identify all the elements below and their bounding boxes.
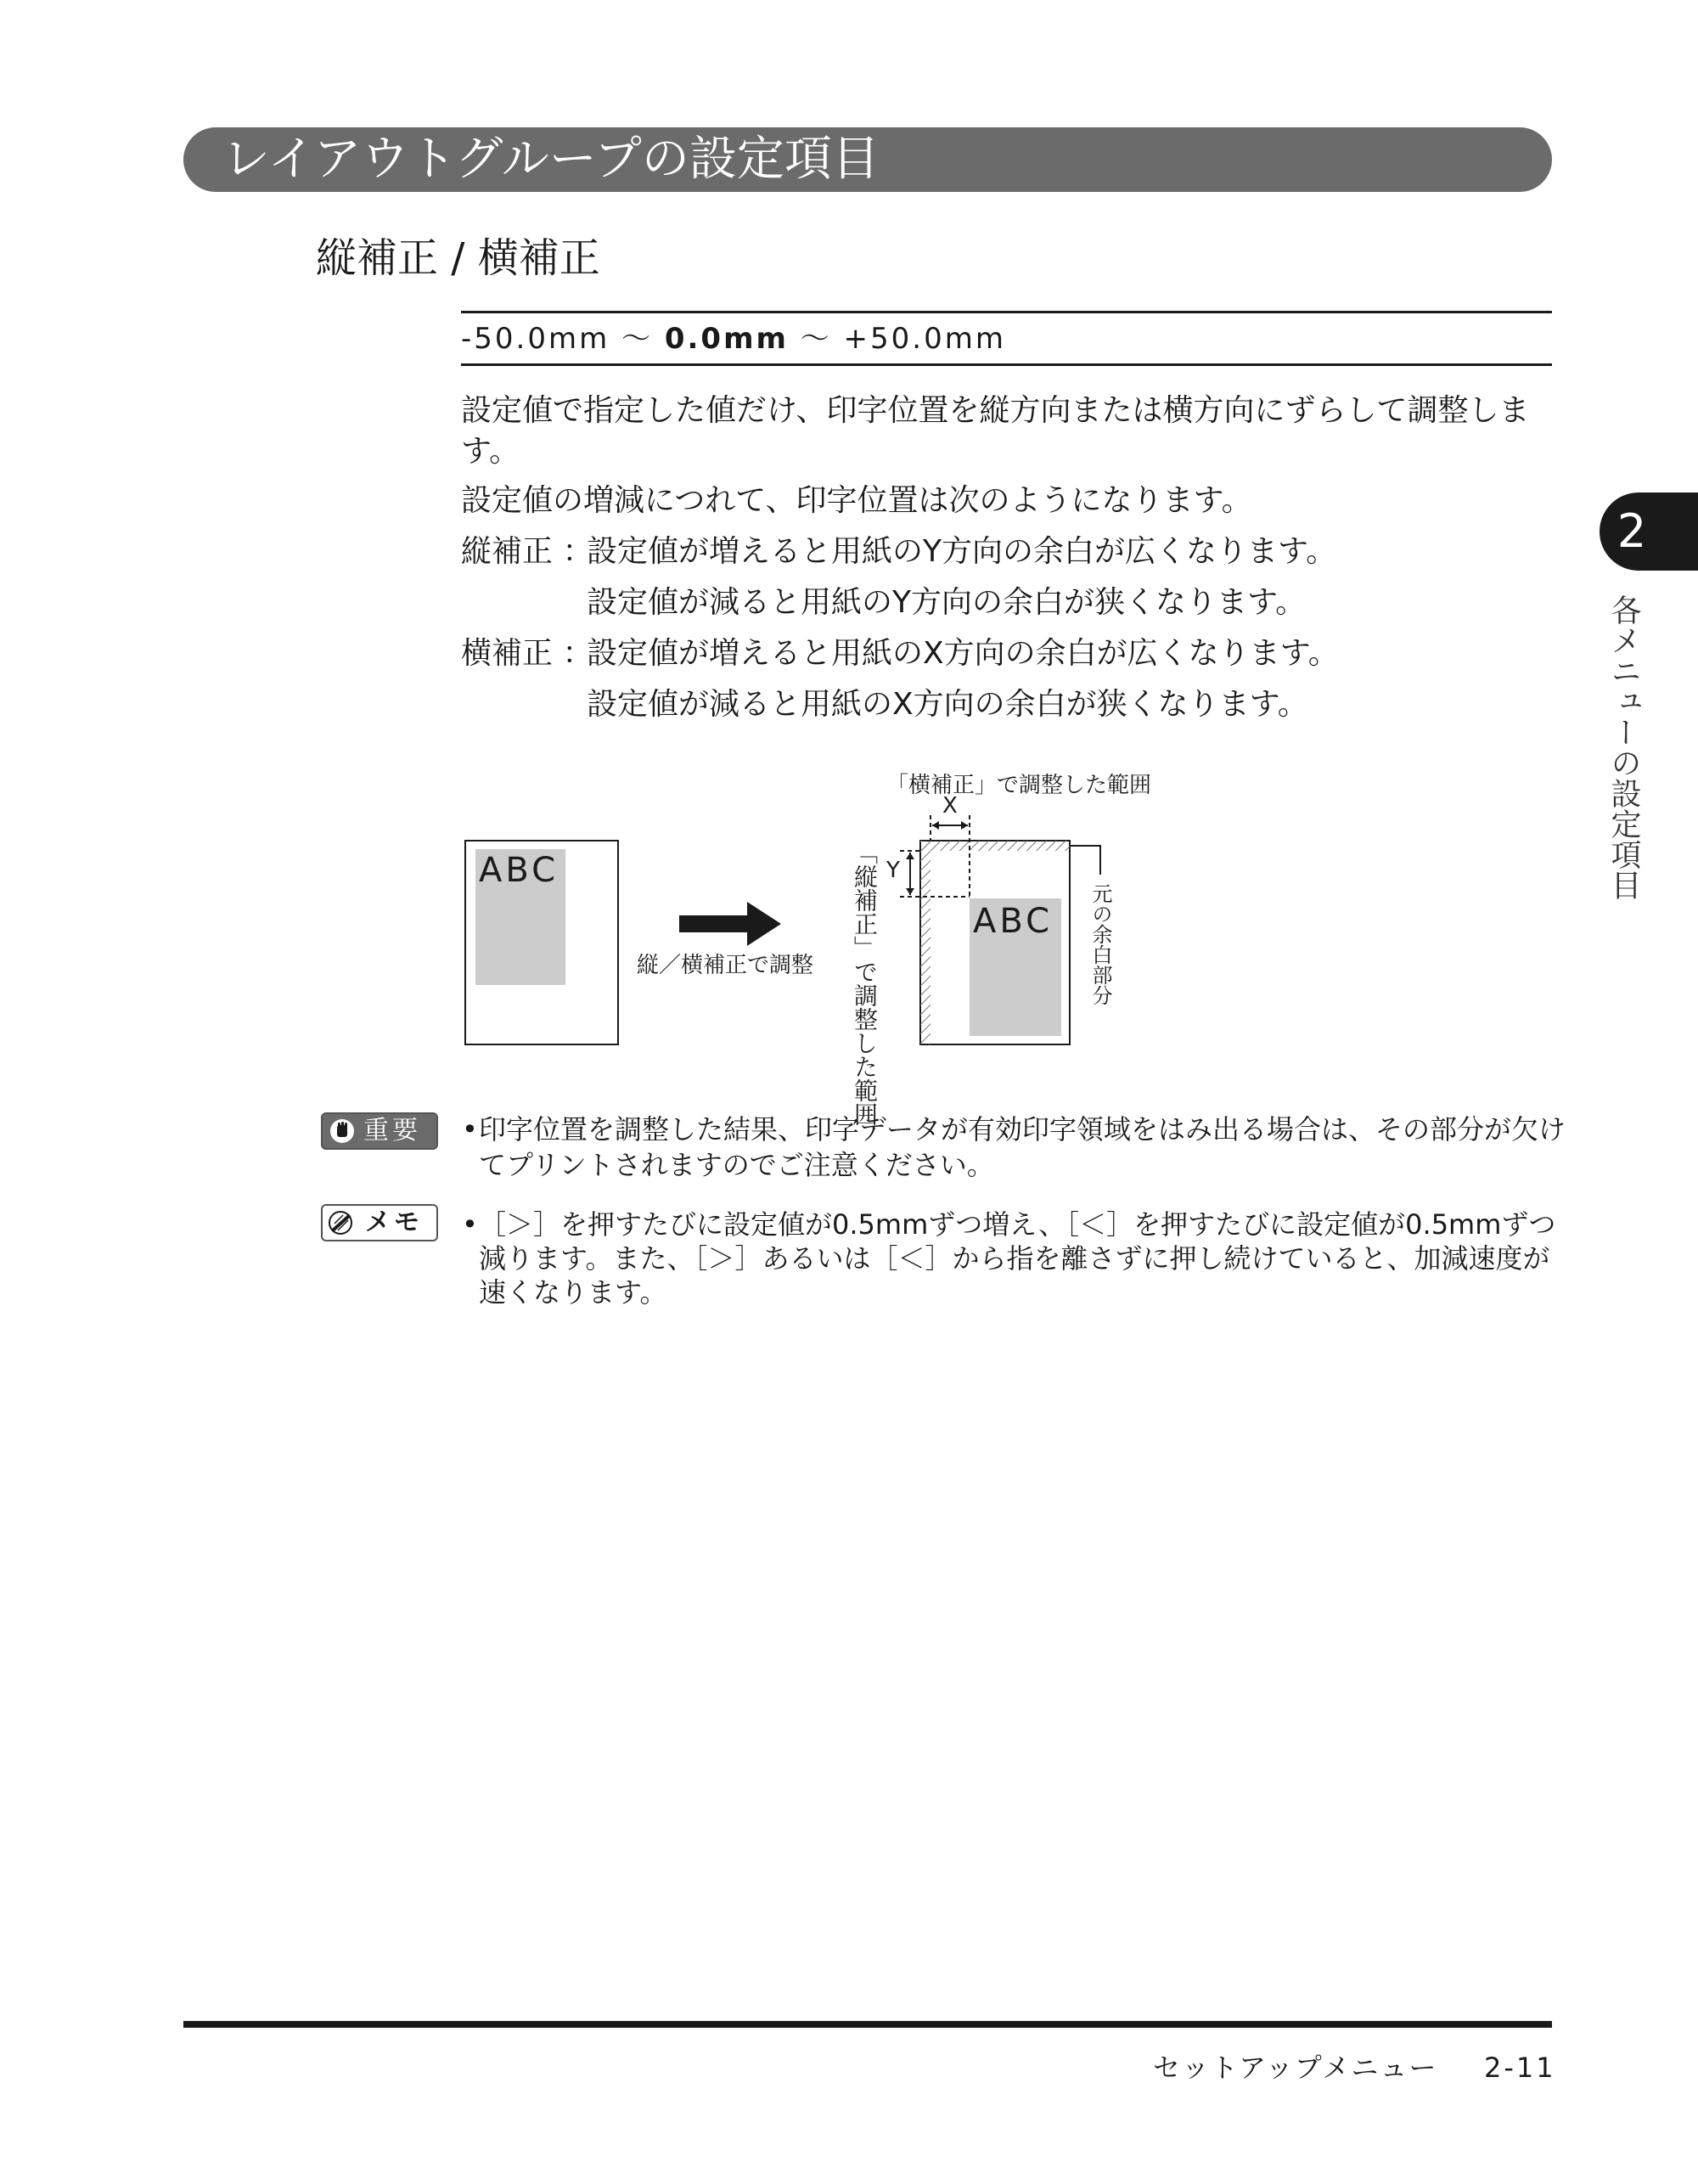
vertical-correction-increase xyxy=(461,532,1336,572)
x-label: X xyxy=(942,793,958,819)
description-line-3: 設定値の増減につれて、印字位置は次のようになります。 xyxy=(461,483,1252,518)
memo-line-1: ［＞］を押すたびに設定値が0.5mmずつ増え、［＜］を押すたびに設定値が0.5mmずつ xyxy=(479,1208,1556,1241)
horizontal-correction-increase xyxy=(461,633,1339,674)
abc-left: ABC xyxy=(479,851,559,890)
page-number: 2-11 xyxy=(1484,2052,1556,2084)
original-margin-label: 元の余白部分 xyxy=(1088,883,1112,1005)
horizontal-correction-label: 横補正 ： xyxy=(461,636,593,671)
arrow-caption: 縦／横補正で調整 xyxy=(637,953,814,978)
important-line-1: 印字位置を調整した結果、印字データが有効印字領域をはみ出る場合は、その部分が欠け xyxy=(479,1113,1566,1145)
chapter-title-vertical: 各メニューの設定項目 xyxy=(1606,594,1641,900)
subsection-title: 縦補正 / 横補正 xyxy=(316,234,600,282)
horizontal-increase-text: 設定値が増えると用紙のX方向の余白が広くなります。 xyxy=(587,636,1339,671)
section-title: レイアウトグループの設定項目 xyxy=(222,132,880,187)
arrow-shaft xyxy=(679,915,747,932)
y-label: Y xyxy=(886,858,900,883)
x-arrow-left xyxy=(932,821,939,830)
range-min: -50.0mm ～ xyxy=(461,322,654,356)
memo-line-3: 速くなります。 xyxy=(479,1276,667,1309)
important-line-2: てプリントされますのでご注意ください。 xyxy=(479,1149,994,1181)
chapter-number: 2 xyxy=(1616,504,1647,558)
important-bullet: • xyxy=(462,1113,478,1145)
pencil-icon xyxy=(328,1210,358,1236)
description-line-1: 設定値で指定した値だけ、印字位置を縦方向または横方向にずらして調整しま xyxy=(461,393,1530,428)
y-arrow-bottom xyxy=(906,888,914,895)
figure-drawing xyxy=(458,756,1189,1095)
memo-label: メモ xyxy=(365,1207,423,1237)
important-label: 重要 xyxy=(363,1116,421,1145)
arrow-head xyxy=(747,902,781,946)
hand-icon xyxy=(329,1118,355,1144)
description-line-2: す。 xyxy=(461,434,520,469)
horizontal-decrease-text: 設定値が減ると用紙のX方向の余白が狭くなります。 xyxy=(587,687,1308,722)
vertical-increase-text: 設定値が増えると用紙のY方向の余白が広くなります。 xyxy=(587,534,1337,569)
memo-line-2: 減ります。また、［＞］あるいは［＜］から指を離さずに押し続けていると、加減速度が xyxy=(479,1242,1550,1275)
horizontal-range-label: 「横補正」で調整した範囲 xyxy=(886,773,1152,798)
range-top-rule xyxy=(461,311,1552,313)
left-margin-hatch xyxy=(920,841,931,1044)
memo-bullet: • xyxy=(462,1208,478,1241)
top-margin-hatch xyxy=(920,841,1070,851)
footer-rule xyxy=(183,2021,1552,2028)
vertical-decrease-text: 設定値が減ると用紙のY方向の余白が狭くなります。 xyxy=(587,585,1307,620)
x-arrow-right xyxy=(961,821,968,830)
footer-title: セットアップメニュー xyxy=(1153,2052,1438,2084)
adjustment-figure xyxy=(458,756,1189,1126)
memo-badge xyxy=(321,1204,438,1241)
range-max: ～ +50.0mm xyxy=(800,322,1006,356)
margin-bracket xyxy=(1070,846,1100,875)
y-arrow-top xyxy=(906,853,914,859)
range-default: 0.0mm xyxy=(664,322,789,356)
setting-range xyxy=(461,319,1006,358)
vertical-range-label: 「縦補正」で調整した範囲 xyxy=(851,841,879,1126)
vertical-correction-label: 縦補正 ： xyxy=(461,534,593,569)
range-bottom-rule xyxy=(461,363,1552,366)
important-badge xyxy=(321,1112,438,1150)
abc-right: ABC xyxy=(973,902,1054,941)
